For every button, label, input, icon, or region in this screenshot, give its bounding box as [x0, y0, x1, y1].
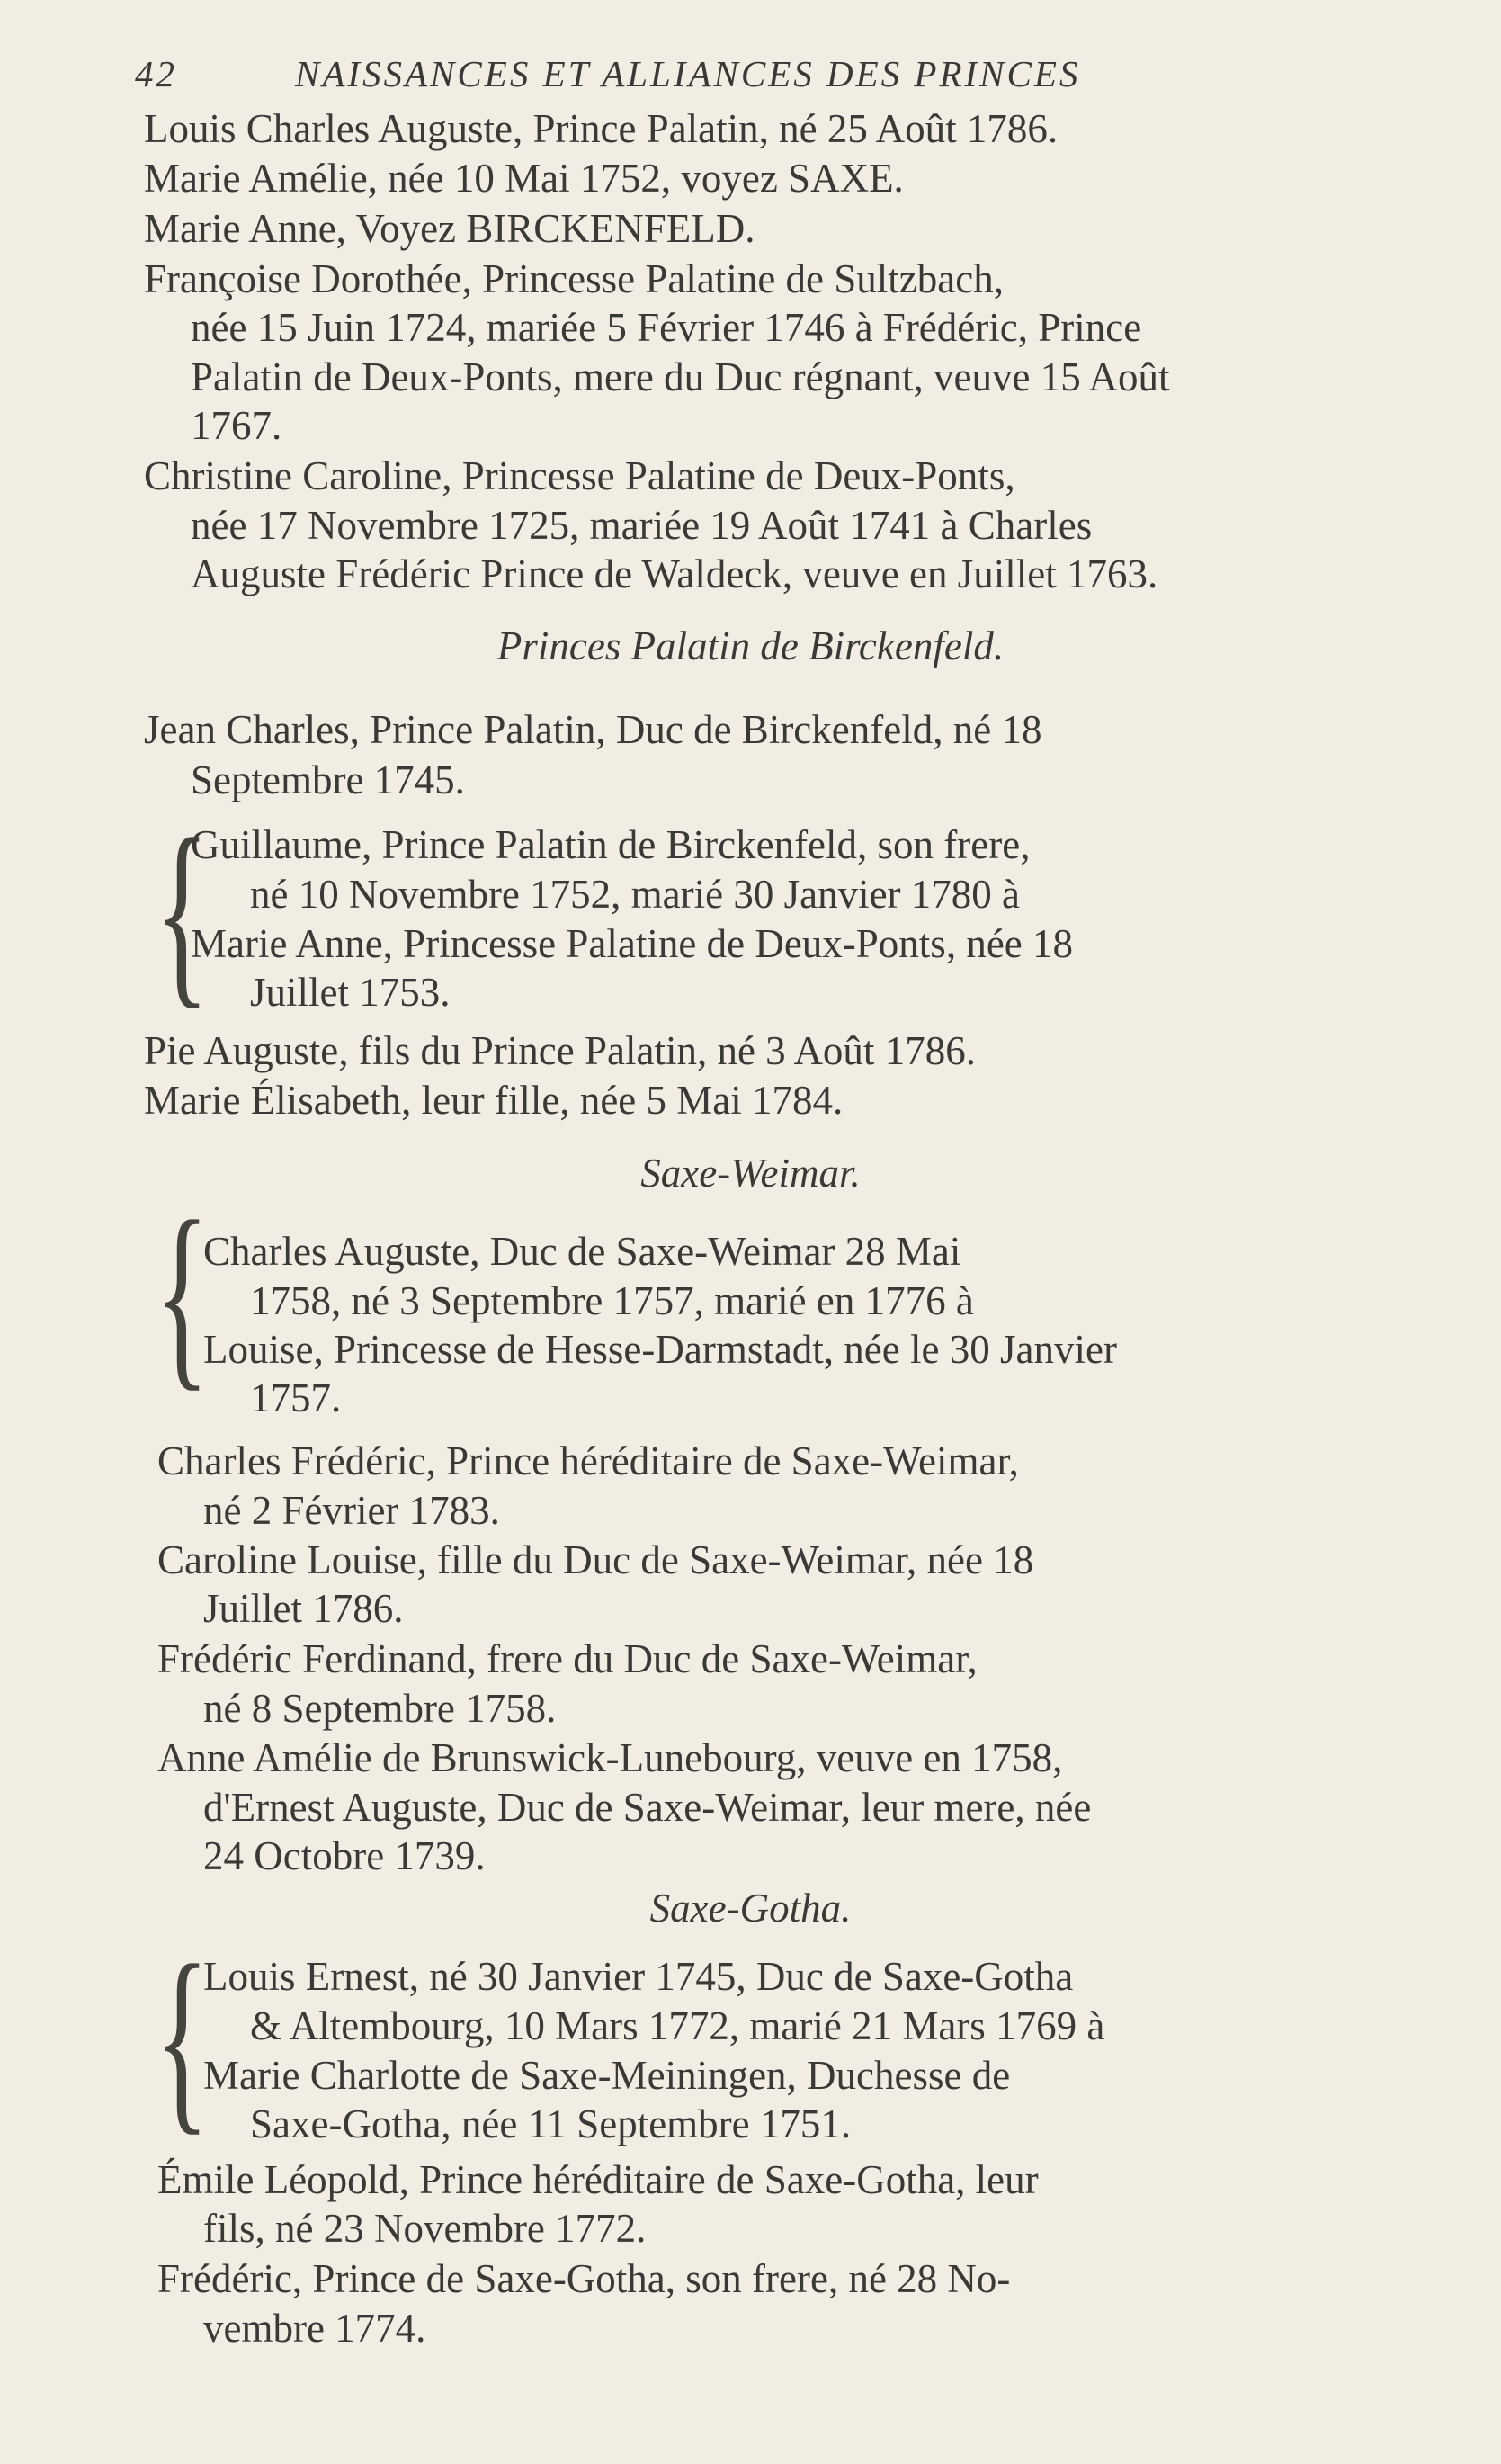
text-line: Marie Amélie, née 10 Mai 1752, voyez SAXE. — [144, 156, 904, 201]
text-line: né 8 Septembre 1758. — [203, 1686, 557, 1731]
text-line: Juillet 1753. — [250, 970, 451, 1015]
text-line: née 17 Novembre 1725, mariée 19 Août 1741 à Charles — [191, 503, 1093, 548]
section-heading: Princes Palatin de Birckenfeld. — [496, 623, 1005, 668]
brace-saxe-gotha: { — [155, 1922, 210, 2152]
running-head — [135, 47, 1421, 101]
text-line: Marie Élisabeth, leur fille, née 5 Mai 1784. — [144, 1078, 844, 1123]
text-line: Palatin de Deux-Ponts, mere du Duc régnant, veuve 15 Août — [191, 354, 1170, 399]
text-line: Marie Charlotte de Saxe-Meiningen, Duchesse de — [203, 2053, 1011, 2098]
text-line: Françoise Dorothée, Princesse Palatine de Sultzbach, — [144, 256, 1004, 301]
page-number: 42 — [135, 53, 177, 94]
text-line: née 15 Juin 1724, mariée 5 Février 1746 à Frédéric, Prince — [191, 305, 1142, 350]
text-line: Louis Charles Auguste, Prince Palatin, né 25 Août 1786. — [144, 106, 1059, 151]
text-line: Charles Auguste, Duc de Saxe-Weimar 28 Mai — [203, 1229, 961, 1274]
section-heading: Saxe-Weimar. — [640, 1151, 861, 1196]
text-line: Auguste Frédéric Prince de Waldeck, veuve en Juillet 1763. — [191, 551, 1158, 596]
text-line: Marie Anne, Voyez BIRCKENFELD. — [144, 206, 755, 251]
text-line: vembre 1774. — [203, 2306, 426, 2351]
text-line: né 10 Novembre 1752, marié 30 Janvier 1780 à — [250, 872, 1021, 917]
text-line: d'Ernest Auguste, Duc de Saxe-Weimar, leur mere, née — [203, 1785, 1092, 1830]
text-line: Frédéric Ferdinand, frere du Duc de Saxe-Weimar, — [157, 1636, 978, 1681]
text-line: Juillet 1786. — [203, 1586, 404, 1631]
text-line: Christine Caroline, Princesse Palatine de Deux-Ponts, — [144, 453, 1015, 498]
text-line: né 2 Février 1783. — [203, 1488, 500, 1533]
text-line: Louis Ernest, né 30 Janvier 1745, Duc de Saxe-Gotha — [203, 1954, 1074, 1999]
text-line: & Altembourg, 10 Mars 1772, marié 21 Mars 1769 à — [250, 2003, 1105, 2048]
text-line: 1758, né 3 Septembre 1757, marié en 1776 à — [250, 1278, 974, 1323]
text-line: Pie Auguste, fils du Prince Palatin, né 3 Août 1786. — [144, 1028, 976, 1073]
text-line: 1767. — [191, 403, 282, 448]
text-line: Jean Charles, Prince Palatin, Duc de Birckenfeld, né 18 — [144, 707, 1042, 752]
text-line: Anne Amélie de Brunswick-Lunebourg, veuve en 1758, — [157, 1735, 1063, 1780]
text-line: Guillaume, Prince Palatin de Birckenfeld, son frere, — [191, 822, 1031, 867]
section-heading: Saxe-Gotha. — [649, 1886, 852, 1931]
text-line: Saxe-Gotha, née 11 Septembre 1751. — [250, 2101, 852, 2146]
text-line: Louise, Princesse de Hesse-Darmstadt, née le 30 Janvier — [203, 1327, 1117, 1372]
text-line: 24 Octobre 1739. — [203, 1833, 486, 1878]
running-title: NAISSANCES ET ALLIANCES DES PRINCES — [295, 53, 1081, 94]
text-line: Marie Anne, Princesse Palatine de Deux-Ponts, née 18 — [191, 921, 1074, 966]
text-line: 1757. — [250, 1375, 342, 1420]
text-line: fils, né 23 Novembre 1772. — [203, 2206, 647, 2251]
text-line: Charles Frédéric, Prince héréditaire de Saxe-Weimar, — [157, 1438, 1019, 1483]
text-line: Émile Léopold, Prince héréditaire de Saxe-Gotha, leur — [157, 2157, 1039, 2202]
brace-birckenfeld: { — [155, 796, 210, 1026]
text-line: Frédéric, Prince de Saxe-Gotha, son frere, né 28 No- — [157, 2256, 1011, 2301]
text-line: Septembre 1745. — [191, 757, 465, 802]
text-line: Caroline Louise, fille du Duc de Saxe-Weimar, née 18 — [157, 1537, 1034, 1582]
brace-saxe-weimar: { — [155, 1178, 210, 1408]
